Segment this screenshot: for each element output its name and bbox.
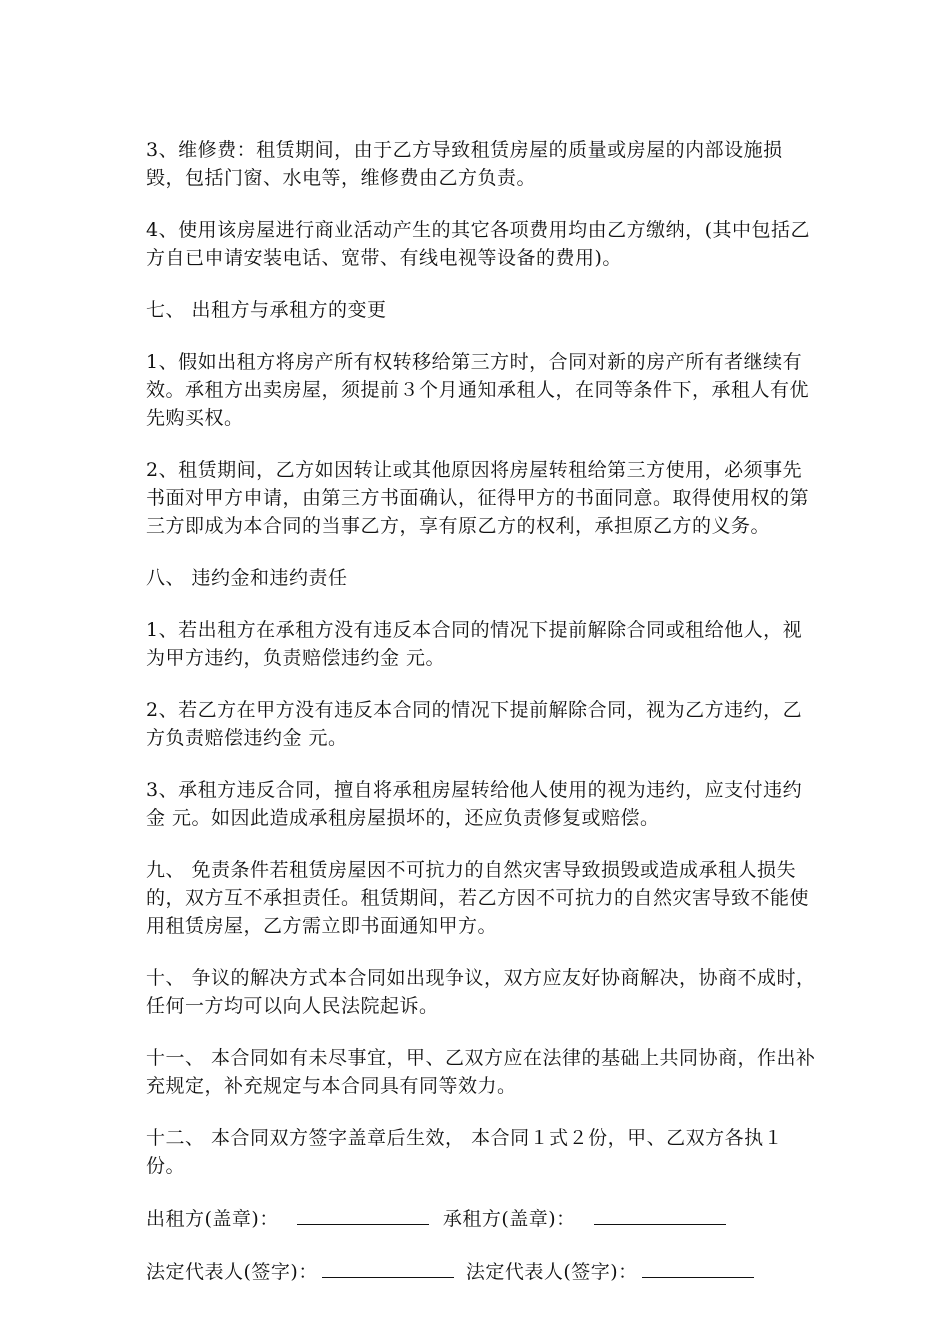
signature-row-seal <box>146 1204 816 1233</box>
clause-maintenance-fee: 3、维修费：租赁期间，由于乙方导致租赁房屋的质量或房屋的内部设施损毁，包括门窗、水电等，维修费由乙方负责。 <box>146 139 783 189</box>
clause-business-expenses: 4、使用该房屋进行商业活动产生的其它各项费用均由乙方缴纳，(其中包括乙方自已申请安装电话、宽带、有线电视等设备的费用)。 <box>146 219 811 269</box>
clause-lessor-breach: 1、若出租方在承租方没有违反本合同的情况下提前解除合同或租给他人，视为甲方违约，负责赔偿违约金 元。 <box>146 619 803 669</box>
signature-row-representative <box>146 1257 816 1286</box>
clause-supplementary: 十一、 本合同如有未尽事宜，甲、乙双方应在法律的基础上共同协商，作出补充规定，补充规定与本合同具有同等效力。 <box>146 1047 816 1097</box>
document-body <box>146 136 816 1310</box>
clause-sublease: 2、租赁期间，乙方如因转让或其他原因将房屋转租给第三方使用，必须事先书面对甲方申请，由第三方书面确认，征得甲方的书面同意。取得使用权的第三方即成为本合同的当事乙方，享有原乙方的权利，承担原乙方的义务。 <box>146 459 810 537</box>
clause-dispute-resolution: 十、 争议的解决方式本合同如出现争议，双方应友好协商解决，协商不成时，任何一方均可以向人民法院起诉。 <box>146 967 816 1017</box>
clause-lessee-breach: 2、若乙方在甲方没有违反本合同的情况下提前解除合同，视为乙方违约，乙方负责赔偿违约金 元。 <box>146 699 803 749</box>
lessee-seal-blank[interactable] <box>594 1204 726 1225</box>
lessee-rep-blank[interactable] <box>642 1257 754 1278</box>
lessor-seal-blank[interactable] <box>297 1204 429 1225</box>
section-heading-8: 八、 违约金和违约责任 <box>146 567 348 589</box>
lessor-rep-blank[interactable] <box>322 1257 454 1278</box>
lessor-rep-label: 法定代表人(签字)： <box>146 1261 318 1283</box>
lessor-seal-label: 出租方(盖章)： <box>146 1208 279 1230</box>
lessee-rep-label: 法定代表人(签字)： <box>465 1261 638 1283</box>
clause-force-majeure: 九、 免责条件若租赁房屋因不可抗力的自然灾害导致损毁或造成承租人损失的，双方互不承担责任。租赁期间，若乙方因不可抗力的自然灾害导致不能使用租赁房屋，乙方需立即书面通知甲方。 <box>146 859 810 937</box>
clause-unauthorized-sublet: 3、承租方违反合同，擅自将承租房屋转给他人使用的视为违约，应支付违约金 元。如因此造成承租房屋损坏的，还应负责修复或赔偿。 <box>146 779 803 829</box>
clause-effectiveness: 十二、 本合同双方签字盖章后生效， 本合同１式２份，甲、乙双方各执１份。 <box>146 1127 784 1177</box>
section-heading-7: 七、 出租方与承租方的变更 <box>146 299 387 321</box>
clause-ownership-transfer: 1、假如出租方将房产所有权转移给第三方时，合同对新的房产所有者继续有效。承租方出卖房屋，须提前３个月通知承租人，在同等条件下，承租人有优先购买权。 <box>146 351 810 429</box>
lessee-seal-label: 承租方(盖章)： <box>442 1208 576 1230</box>
